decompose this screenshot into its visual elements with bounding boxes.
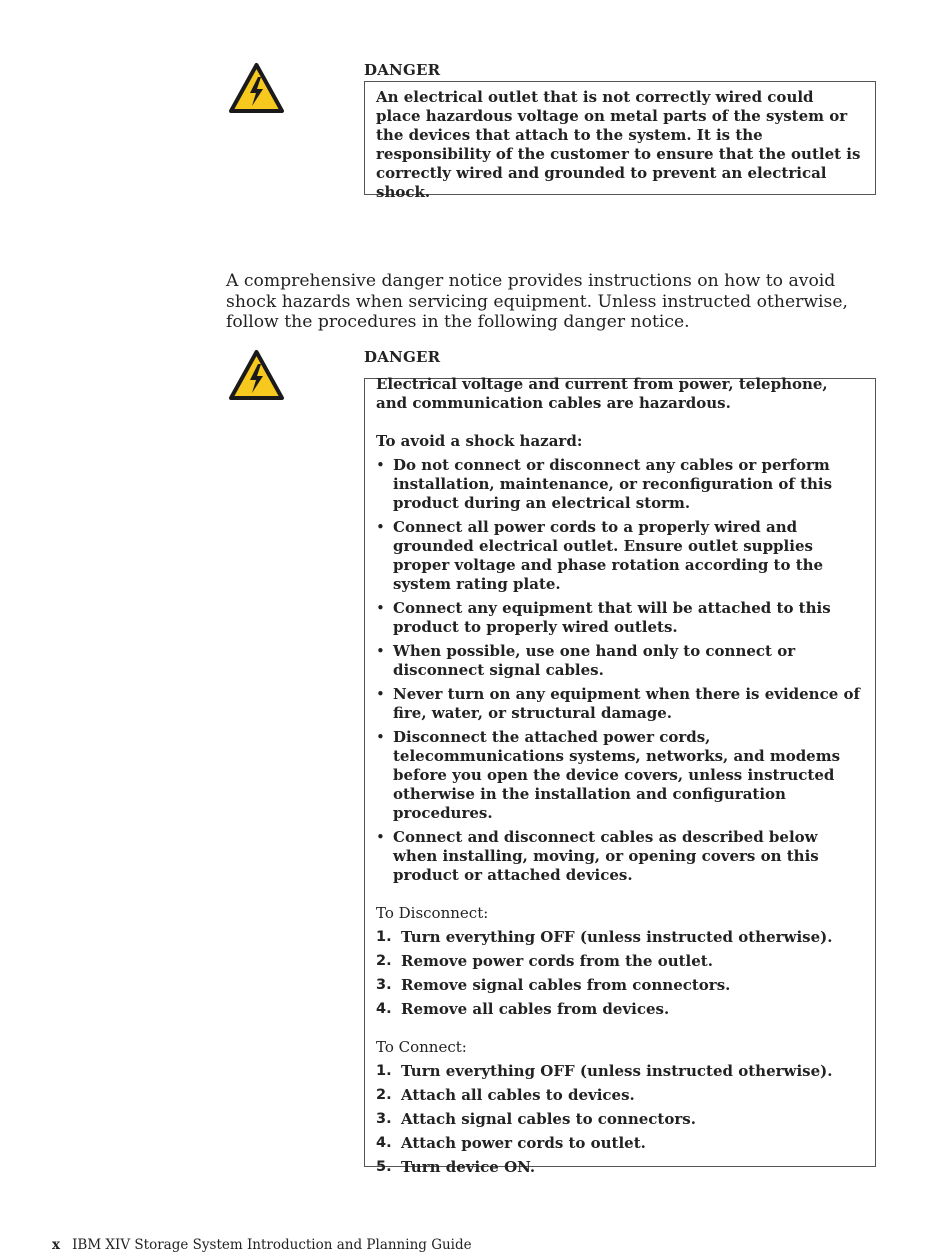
danger-notice-box bbox=[364, 375, 876, 1176]
list-item: 3. Attach signal cables to connectors. bbox=[376, 1110, 696, 1128]
connect-heading: To Connect: bbox=[376, 1038, 467, 1056]
list-item: • When possible, use one hand only to connect or disconnect signal cables. bbox=[376, 642, 796, 679]
list-item: 4. Remove all cables from devices. bbox=[376, 1000, 670, 1018]
list-item: • Connect all power cords to a properly wired and grounded electrical outlet. Ensure outlet supplies proper voltage and phase rotation according to the system rating plate. bbox=[376, 518, 824, 593]
connect-steps bbox=[376, 1062, 861, 1177]
danger-label: DANGER bbox=[364, 348, 441, 366]
list-item: 1. Turn everything OFF (unless instructed otherwise). bbox=[376, 1062, 833, 1080]
high-voltage-icon bbox=[228, 349, 285, 401]
page-footer bbox=[52, 1237, 472, 1253]
danger-notice-text: An electrical outlet that is not correctly wired could place hazardous voltage on metal parts of the system or the devices that attach to the system. It is the responsibility of the customer to ensure that the outlet is correctly wired and grounded to prevent an electrical shock. bbox=[376, 88, 861, 201]
danger-label: DANGER bbox=[364, 61, 441, 79]
list-item: 2. Attach all cables to devices. bbox=[376, 1086, 635, 1104]
list-item: • Never turn on any equipment when there is evidence of fire, water, or structural damage. bbox=[376, 685, 860, 722]
danger-notice-lead: Electrical voltage and current from power, telephone, and communication cables are hazardous. bbox=[376, 375, 828, 412]
list-item: 4. Attach power cords to outlet. bbox=[376, 1134, 646, 1152]
disconnect-heading: To Disconnect: bbox=[376, 904, 489, 922]
list-item: 3. Remove signal cables from connectors. bbox=[376, 976, 731, 994]
book-title: IBM XIV Storage System Introduction and Planning Guide bbox=[72, 1237, 472, 1253]
list-item: 2. Remove power cords from the outlet. bbox=[376, 952, 713, 970]
disconnect-steps bbox=[376, 928, 861, 1019]
page-number: x bbox=[52, 1237, 61, 1253]
list-item: • Do not connect or disconnect any cables or perform installation, maintenance, or reconfiguration of this product during an electrical storm. bbox=[376, 456, 833, 512]
list-item: • Disconnect the attached power cords, telecommunications systems, networks, and modems before you open the device covers, unless instructed otherwise in the installation and configuration procedures. bbox=[376, 728, 841, 822]
list-item: • Connect any equipment that will be attached to this product to properly wired outlets. bbox=[376, 599, 831, 636]
list-item: • Connect and disconnect cables as described below when installing, moving, or opening covers on this product or attached devices. bbox=[376, 828, 819, 884]
avoid-heading: To avoid a shock hazard: bbox=[376, 432, 583, 450]
list-item: 5. Turn device ON. bbox=[376, 1158, 536, 1176]
safety-bullet-list bbox=[376, 456, 861, 885]
intro-paragraph: A comprehensive danger notice provides instructions on how to avoid shock hazards when servicing equipment. Unless instructed otherwise, follow the procedures in the following danger notice. bbox=[226, 271, 848, 332]
danger-notice-box bbox=[364, 81, 876, 201]
high-voltage-icon bbox=[228, 62, 285, 114]
list-item: 1. Turn everything OFF (unless instructed otherwise). bbox=[376, 928, 833, 946]
